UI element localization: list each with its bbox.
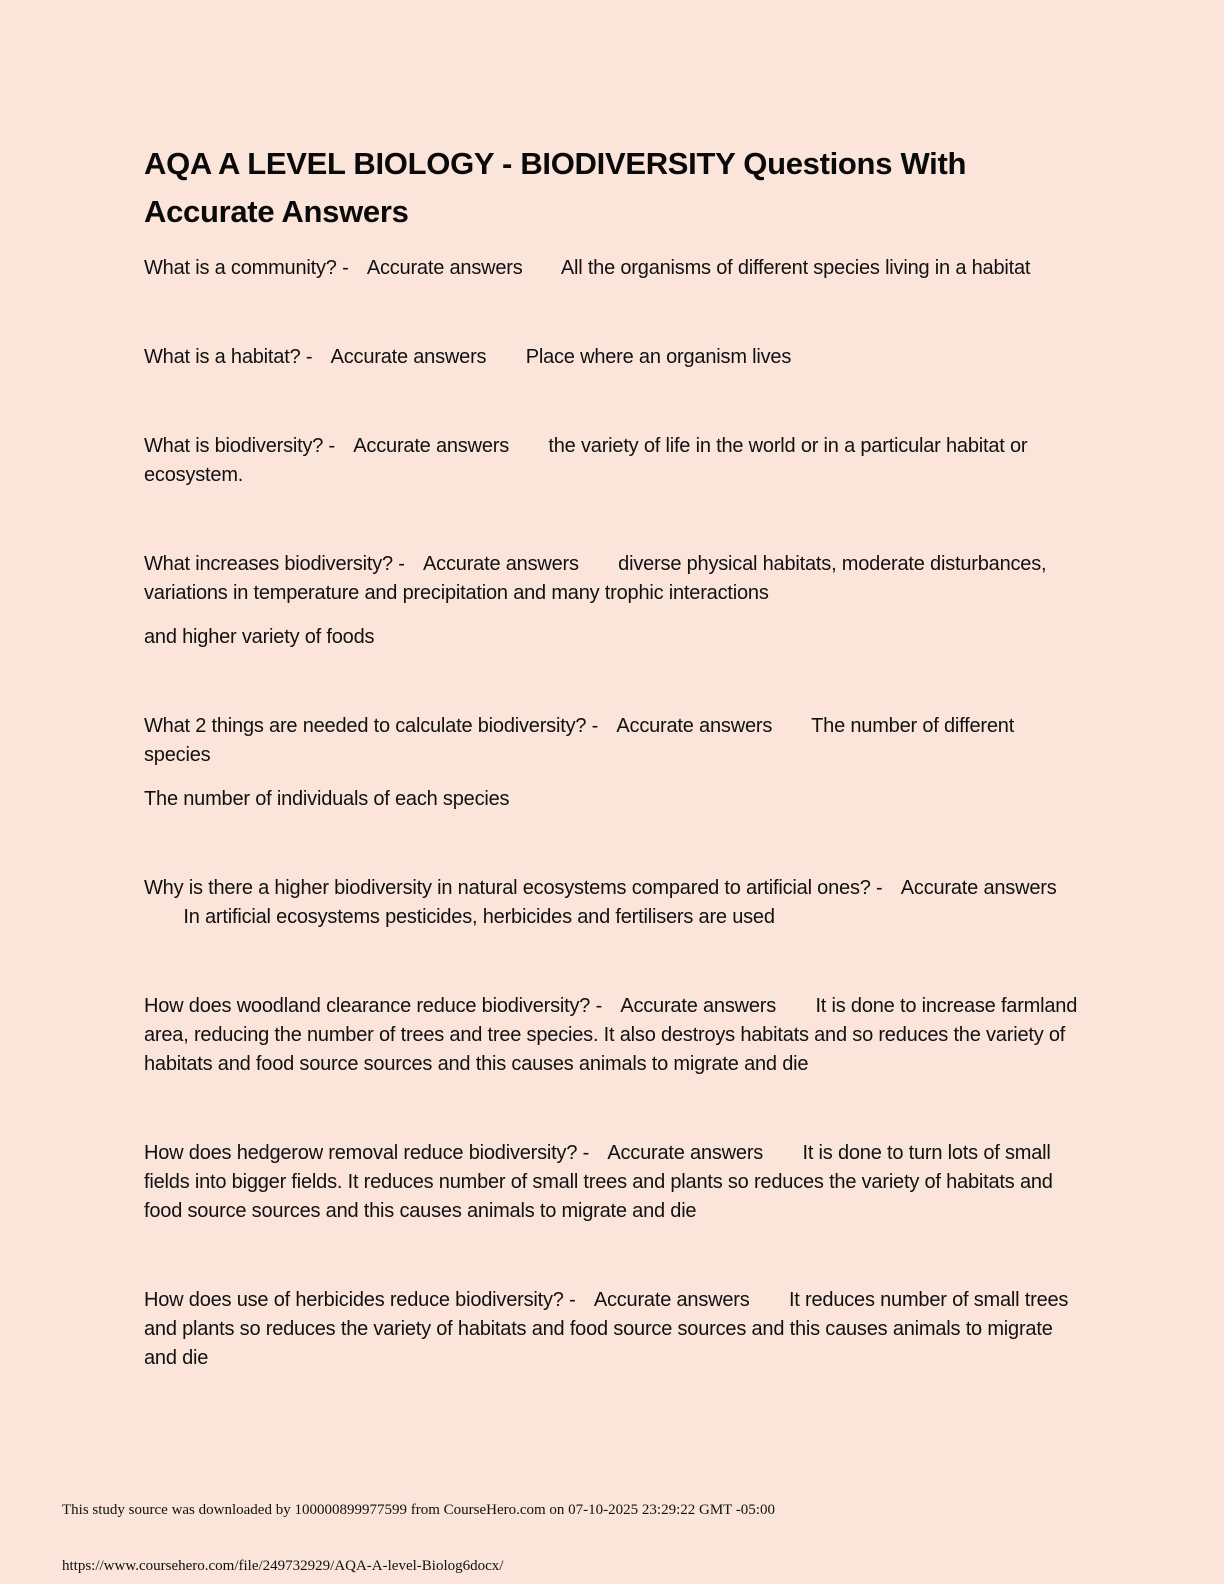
answer-text: In artificial ecosystems pesticides, herbicides and fertilisers are used bbox=[183, 906, 775, 928]
answer-label: Accurate answers bbox=[616, 715, 773, 737]
qa-text bbox=[144, 254, 1084, 283]
download-notice: This study source was downloaded by 100000899977599 from CourseHero.com on 07-10-2025 23:29:22 GMT -05:00 bbox=[62, 1502, 775, 1518]
qa-text bbox=[144, 712, 1084, 770]
question-text: What is biodiversity? - bbox=[144, 435, 336, 457]
answer-text: The number of different species bbox=[144, 715, 1015, 766]
qa-text bbox=[144, 1139, 1084, 1226]
qa-item bbox=[144, 992, 1084, 1079]
qa-item bbox=[144, 1139, 1084, 1226]
qa-text bbox=[144, 992, 1084, 1079]
question-text: Why is there a higher biodiversity in natural ecosystems compared to artificial ones? - bbox=[144, 877, 883, 899]
qa-text bbox=[144, 343, 1084, 372]
answer-continuation: and higher variety of foods bbox=[144, 626, 375, 648]
answer-label: Accurate answers bbox=[330, 346, 487, 368]
qa-item bbox=[144, 550, 1084, 652]
qa-item bbox=[144, 343, 1084, 372]
answer-label: Accurate answers bbox=[620, 995, 777, 1017]
answer-label: Accurate answers bbox=[900, 877, 1057, 899]
question-text: What 2 things are needed to calculate biodiversity? - bbox=[144, 715, 599, 737]
answer-label: Accurate answers bbox=[423, 553, 579, 575]
qa-text bbox=[144, 1286, 1084, 1373]
qa-text bbox=[144, 432, 1084, 490]
question-text: What increases biodiversity? - bbox=[144, 553, 405, 575]
qa-item bbox=[144, 1286, 1084, 1373]
answer-text: All the organisms of different species living in a habitat bbox=[560, 257, 1031, 279]
source-url-link[interactable]: https://www.coursehero.com/file/249732929/AQA-A-level-Biolog6docx/ bbox=[62, 1558, 504, 1574]
question-text: How does use of herbicides reduce biodiversity? - bbox=[144, 1289, 576, 1311]
document-page bbox=[144, 140, 1084, 1433]
question-text: What is a habitat? - bbox=[144, 346, 313, 368]
answer-label: Accurate answers bbox=[593, 1289, 750, 1311]
qa-item bbox=[144, 254, 1084, 283]
qa-text bbox=[144, 874, 1084, 932]
answer-text: It is done to turn lots of small fields into bigger fields. It reduces number of small trees and plants so reduces the variety of habitats and food source sources and this causes animals to migrate and die bbox=[144, 1142, 1053, 1222]
answer-label: Accurate answers bbox=[366, 257, 523, 279]
answer-text: Place where an organism lives bbox=[525, 346, 792, 368]
question-text: What is a community? - bbox=[144, 257, 349, 279]
answer-label: Accurate answers bbox=[353, 435, 510, 457]
answer-text: It reduces number of small trees and plants so reduces the variety of habitats and food source sources and this causes animals to migrate and die bbox=[144, 1289, 1069, 1369]
answer-label: Accurate answers bbox=[607, 1142, 764, 1164]
qa-list bbox=[144, 254, 1084, 1373]
answer-text: It is done to increase farmland area, reducing the number of trees and tree species. It also destroys habitats and so reduces the variety of habitats and food source sources and this causes animals to migrate and die bbox=[144, 995, 1078, 1075]
qa-item bbox=[144, 874, 1084, 932]
answer-continuation: The number of individuals of each species bbox=[144, 788, 510, 810]
qa-text bbox=[144, 550, 1084, 608]
answer-text: diverse physical habitats, moderate disturbances, variations in temperature and precipitation and many trophic interactions bbox=[144, 553, 1047, 604]
question-text: How does woodland clearance reduce biodiversity? - bbox=[144, 995, 603, 1017]
qa-item bbox=[144, 432, 1084, 490]
qa-item bbox=[144, 712, 1084, 814]
question-text: How does hedgerow removal reduce biodiversity? - bbox=[144, 1142, 590, 1164]
answer-text: the variety of life in the world or in a particular habitat or ecosystem. bbox=[144, 435, 1028, 486]
document-title: AQA A LEVEL BIOLOGY - BIODIVERSITY Questions With Accurate Answers bbox=[144, 146, 967, 229]
